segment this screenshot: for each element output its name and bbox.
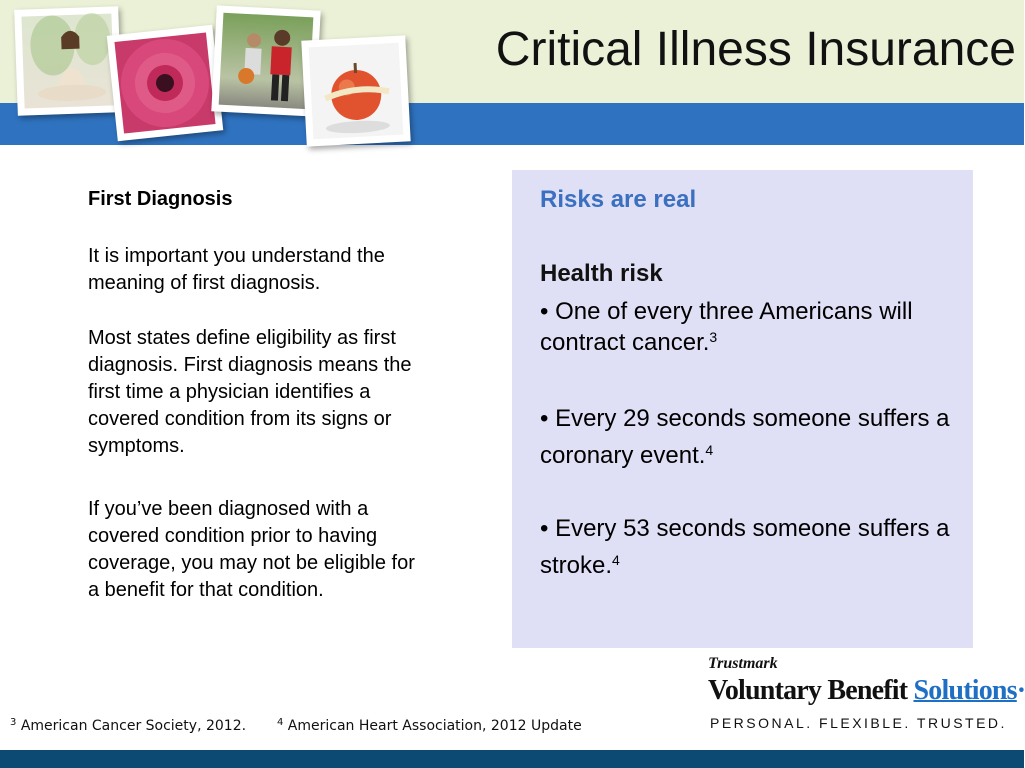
logo-main-accent: Solutions xyxy=(913,675,1017,706)
risk-item-text: • Every 53 seconds someone suffers a stroke. xyxy=(540,515,950,579)
footnote-number: 3 xyxy=(10,717,17,728)
first-diagnosis-heading: First Diagnosis xyxy=(88,188,233,210)
risk-item-text: • One of every three Americans will contract cancer. xyxy=(540,298,913,356)
health-risk-heading: Health risk xyxy=(540,260,663,287)
footnote-text: American Cancer Society, 2012. xyxy=(20,718,247,734)
risk-item xyxy=(540,400,960,474)
risk-list xyxy=(540,296,960,620)
logo-main-text xyxy=(708,675,1025,707)
paragraph-2: Most states define eligibility as first diagnosis. First diagnosis means the first time a physician identifies a covered condition from its signs or symptoms. xyxy=(88,327,412,457)
paragraph-3: If you’ve been diagnosed with a covered condition prior to having coverage, you may not be eligible for a benefit for that condition. xyxy=(88,498,415,601)
footnote-ref: 4 xyxy=(705,442,714,458)
footnotes xyxy=(10,718,582,734)
page-title: Critical Illness Insurance xyxy=(495,23,1016,76)
logo-mark: · xyxy=(1016,675,1025,706)
footnote-text: American Heart Association, 2012 Update xyxy=(287,718,582,734)
logo-main-prefix: Voluntary Benefit xyxy=(708,675,914,706)
logo-tagline: PERSONAL. FLEXIBLE. TRUSTED. xyxy=(710,715,1007,731)
trustmark-logo xyxy=(706,655,1025,735)
footnote-ref: 4 xyxy=(612,552,620,568)
logo-trustmark-text: Trustmark xyxy=(708,655,778,672)
woman-meditating-photo xyxy=(14,6,122,116)
footnote-number: 4 xyxy=(276,717,284,728)
risks-title: Risks are real xyxy=(540,186,697,213)
footnote-ref: 3 xyxy=(709,329,718,345)
risk-item xyxy=(540,296,960,358)
risks-panel xyxy=(512,170,973,648)
risk-item xyxy=(540,510,960,584)
apple-measuring-tape-photo xyxy=(301,35,410,146)
paragraph-1: It is important you understand the meaning of first diagnosis. xyxy=(88,245,385,294)
pink-flower-photo xyxy=(107,25,223,141)
footer-band xyxy=(0,750,1024,768)
first-diagnosis-section xyxy=(88,186,418,632)
risk-item-text: • Every 29 seconds someone suffers a coronary event. xyxy=(540,405,950,469)
